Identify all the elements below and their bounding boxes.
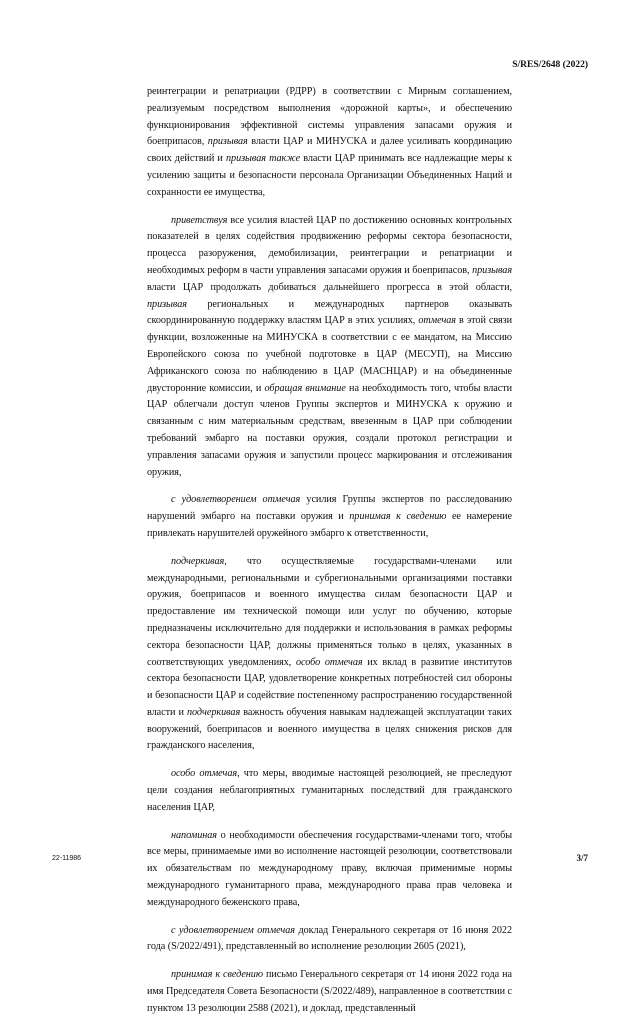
document-symbol: S/RES/2648 (2022) xyxy=(512,60,588,70)
paragraph-3 xyxy=(147,492,512,542)
text-run: власти ЦАР продолжать добиваться дальнейшего прогресса в этой области, xyxy=(147,281,512,293)
italic-phrase: приветствуя xyxy=(171,214,228,226)
text-run: усилия Группы экспертов по расследованию нарушений эмбарго на поставки оружия и xyxy=(147,494,512,523)
italic-phrase: принимая к сведению xyxy=(349,511,447,523)
italic-phrase: особо отмечая xyxy=(171,768,238,780)
paragraph-8 xyxy=(147,967,512,1017)
text-run: в этой связи функции, возложенные на МИНУСКА в соответствии с ее мандатом, на Миссию Европейского союза по учебной подготовке в ЦАР (МЕСУП), на Миссию Африканского союза по наблюдению в ЦАР (МАСНЦАР) и на объединенные двусторонние комиссии, и xyxy=(147,315,512,394)
italic-phrase: призывая xyxy=(207,136,248,148)
italic-phrase: обращая внимание xyxy=(264,382,346,394)
italic-phrase: призывая также xyxy=(225,153,301,165)
text-run: о необходимости обеспечения государствами-членами того, чтобы все меры, принимаемые ими во исполнение настоящей резолюции, соответствовали их обязательствам по международному праву, включая применимые нормы международного гуманитарного права, международного права прав человека и международного беженского права, xyxy=(147,829,512,908)
italic-phrase: подчеркивая xyxy=(171,555,225,567)
text-run: их вклад в развитие институтов сектора безопасности ЦАР, удовлетворение конкретных потребностей сил обороны и безопасности ЦАР и содействие постепенному распространению государственной власти и xyxy=(147,656,512,718)
italic-phrase: особо отмечая xyxy=(296,656,363,668)
text-run: региональных и международных партнеров оказывать скоординированную поддержку властям ЦАР в этих усилиях, xyxy=(147,298,512,327)
italic-phrase: призывая xyxy=(147,298,187,310)
page-number: 3/7 xyxy=(576,853,588,863)
text-run: власти ЦАР и МИНУСКА и далее усиливать координацию своих действий и xyxy=(147,136,512,165)
italic-phrase: подчеркивая xyxy=(186,706,241,718)
paragraph-1 xyxy=(147,84,512,202)
paragraph-7 xyxy=(147,923,512,957)
paragraph-4 xyxy=(147,554,512,756)
resolution-body xyxy=(147,84,512,1029)
text-run: , что осуществляемые государствами-членами или международными, региональными и субрегиональными организациями поставки оружия, боеприпасов и военного имущества силам безопасности ЦАР и предоставление им технической помощи или услуг по обучению, которые предназначены исключительно для поддержки и использования в рамках реформы сектора безопасности ЦАР, должны применяться только в целях, указанных в соответствующих уведомлениях, xyxy=(147,555,512,668)
text-run: ее намерение привлекать нарушителей оружейного эмбарго к ответственности, xyxy=(147,511,512,539)
italic-phrase: принимая к сведению xyxy=(171,969,263,981)
text-run: доклад Генерального секретаря от 16 июня 2022 года (S/2022/491), представленный во исполнение резолюции 2605 (2021), xyxy=(147,924,512,953)
paragraph-6 xyxy=(147,828,512,912)
paragraph-5 xyxy=(147,766,512,816)
text-run: на необходимость того, чтобы власти ЦАР облегчали доступ членов Группы экспертов и МИНУСКА к оружию и связанным с ним материальным средствам, ввезенным в ЦАР при соблюдении требований эмбарго на поставки оружия, создали протокол регистрации и управления запасами оружия и запустили процесс маркирования и отслеживания оружия, xyxy=(147,382,512,478)
italic-phrase: с удовлетворением отмечая xyxy=(171,494,301,506)
text-run: реинтеграции и репатриации (РДРР) в соответствии с Мирным соглашением, реализуемым посредством выполнения «дорожной карты», и обеспечению функционирования эффективной системы управления запасами оружия и боеприпасов, xyxy=(147,86,512,148)
text-run: все усилия властей ЦАР по достижению основных контрольных показателей в целях содействия продвижению реформы сектора безопасности, процесса разоружения, демобилизации, реинтеграции и репатриации и необходимых реформ в части управления запасами оружия и боеприпасов, xyxy=(147,214,512,276)
italic-phrase: с удовлетворением отмечая xyxy=(171,924,295,936)
text-run: важность обучения навыкам надлежащей эксплуатации таких вооружений, боеприпасов и военного имущества в целях снижения рисков для гражданского населения, xyxy=(147,706,512,752)
italic-phrase: напоминая xyxy=(171,829,217,841)
text-run: письмо Генерального секретаря от 14 июня 2022 года на имя Председателя Совета Безопасности (S/2022/489), направленное в соответствии с пунктом 13 резолюции 2588 (2021), и доклад, представленный xyxy=(147,969,512,1014)
italic-phrase: отмечая xyxy=(418,315,456,327)
paragraph-2 xyxy=(147,213,512,482)
text-run: , что меры, вводимые настоящей резолюцией, не преследуют цели создания неблагоприятных гуманитарных последствий для гражданского населения ЦАР, xyxy=(147,768,512,813)
italic-phrase: призывая xyxy=(472,264,512,276)
text-run: власти ЦАР принимать все надлежащие меры к усилению защиты и безопасности персонала Организации Объединенных Наций и сохранности ее имущества, xyxy=(147,153,512,198)
document-number: 22-11986 xyxy=(52,855,82,862)
